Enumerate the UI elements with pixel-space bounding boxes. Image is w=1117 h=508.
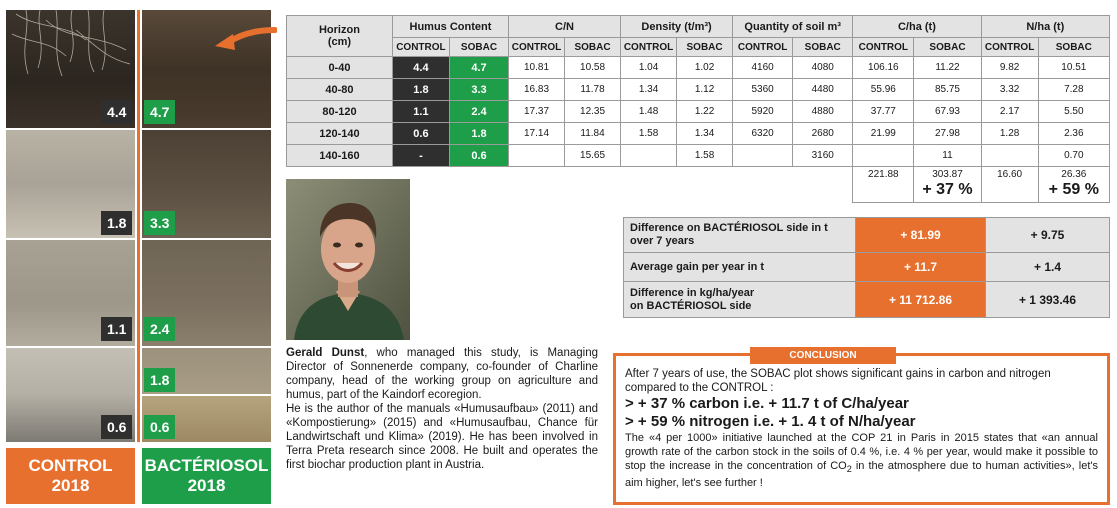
cn-s-cell: 15.65 [565,145,621,167]
cha-c-cell: 21.99 [853,123,914,145]
nha-c-cell: 1.28 [981,123,1038,145]
conclusion-tag: CONCLUSION [750,347,896,364]
nha-c-cell: 2.17 [981,101,1038,123]
cha-c-cell: 37.77 [853,101,914,123]
nha-sobac-total: 26.36 + 59 % [1038,167,1109,203]
control-subheader: CONTROL [392,38,449,57]
soil-profile-panel [6,10,271,442]
conclusion-box [613,350,1110,505]
difference-row [624,218,1110,253]
difference-carbon: + 11.7 [856,253,986,282]
cha-percent-gain: + 37 % [922,181,973,198]
sobac-subheader: SOBAC [565,38,621,57]
difference-label: Average gain per year in t [624,253,856,282]
arrow-left-icon [213,24,277,52]
difference-row [624,253,1110,282]
den-s-cell: 1.02 [677,57,733,79]
cha-s-cell: 11 [914,145,981,167]
difference-table [623,217,1110,318]
cha-c-cell: 55.96 [853,79,914,101]
bacteriosol-label-name: BACTÉRIOSOL [144,456,269,475]
humus-s-cell: 0.6 [449,145,508,167]
humus-s-cell: 1.8 [449,123,508,145]
table-body [287,57,1110,167]
qty-c-cell: 4160 [733,57,793,79]
qty-c-cell [733,145,793,167]
cha-sobac-total: 303.87 + 37 % [914,167,981,203]
bio-text: , who managed this study, is Managing Director of Sonnenerde company, co-founder of Charline company, head of the working group on agriculture and humus, part of the Kaindorf ecoregion. [286,347,598,401]
qty-c-cell: 6320 [733,123,793,145]
control-subheader: CONTROL [621,38,677,57]
humus-c-cell: 1.8 [392,79,449,101]
qty-s-cell: 4080 [793,57,853,79]
control-subheader: CONTROL [733,38,793,57]
cn-c-cell: 17.14 [509,123,565,145]
humus-c-cell: 0.6 [392,123,449,145]
den-c-cell [621,145,677,167]
table-row [287,79,1110,101]
humus-s-cell: 3.3 [449,79,508,101]
qty-c-cell: 5360 [733,79,793,101]
difference-nitrogen: + 1.4 [986,253,1110,282]
difference-label: Difference on BACTÉRIOSOL side in t over 7 years [624,218,856,253]
cn-c-cell: 17.37 [509,101,565,123]
bio-paragraph-2: He is the author of the manuals «Humusaufbau» (2011) and «Kompostierung» (2015) and «Humusaufbau, Chance für Landwirtschaft und Klima» (2019). He has been involved in Terra Preta research since 2008. He built and operates the first biochar production plant in Austria. [286,403,598,471]
control-label-name: CONTROL [28,456,113,475]
humus-c-cell: 1.1 [392,101,449,123]
bacteriosol-value-badge: 1.8 [144,368,175,392]
bacteriosol-label [142,448,271,504]
horizon-cell: 40-80 [287,79,393,101]
cha-c-cell: 106.16 [853,57,914,79]
cha-control-total: 221.88 [853,167,914,203]
horizon-cell: 0-40 [287,57,393,79]
control-value-badge: 4.4 [101,100,132,124]
cn-s-cell: 11.78 [565,79,621,101]
den-s-cell: 1.22 [677,101,733,123]
control-value-badge: 1.8 [101,211,132,235]
den-s-cell: 1.34 [677,123,733,145]
nha-s-cell: 2.36 [1038,123,1109,145]
cha-s-cell: 27.98 [914,123,981,145]
humus-c-cell: 4.4 [392,57,449,79]
column-separator [137,10,140,442]
table-row [287,123,1110,145]
soil-analysis-table [286,15,1110,203]
qty-s-cell: 3160 [793,145,853,167]
portrait-photo [286,179,410,340]
control-subheader: CONTROL [853,38,914,57]
cn-s-cell: 12.35 [565,101,621,123]
horizon-cell: 80-120 [287,101,393,123]
cha-header: C/ha (t) [853,16,981,38]
cn-header: C/N [509,16,621,38]
bacteriosol-value-badge: 4.7 [144,100,175,124]
nha-c-cell: 9.82 [981,57,1038,79]
nha-control-total: 16.60 [981,167,1038,203]
quantity-header: Quantity of soil m³ [733,16,853,38]
humus-s-cell: 2.4 [449,101,508,123]
cha-s-cell: 85.75 [914,79,981,101]
difference-nitrogen: + 9.75 [986,218,1110,253]
difference-label: Difference in kg/ha/year on BACTÉRIOSOL side [624,282,856,318]
table-row [287,57,1110,79]
footnote-text: The «4 per 1000» initiative launched at the COP 21 in Paris in 2015 states that «an annual growth rate of the carbon stock in the soils of 0.4 %, i.e. 4 % per year, would make it possible to stop the increase in the concentration of CO [625,432,1098,472]
sobac-subheader: SOBAC [449,38,508,57]
den-s-cell: 1.58 [677,145,733,167]
den-c-cell: 1.04 [621,57,677,79]
horizon-cell: 120-140 [287,123,393,145]
nha-c-cell [981,145,1038,167]
difference-carbon: + 11 712.86 [856,282,986,318]
qty-s-cell: 4480 [793,79,853,101]
humus-s-cell: 4.7 [449,57,508,79]
bacteriosol-label-year: 2018 [187,476,226,495]
cn-s-cell: 10.58 [565,57,621,79]
nha-s-cell: 5.50 [1038,101,1109,123]
conclusion-footnote [625,431,1098,490]
sobac-subheader: SOBAC [793,38,853,57]
qty-s-cell: 4880 [793,101,853,123]
control-subheader: CONTROL [509,38,565,57]
cha-s-cell: 67.93 [914,101,981,123]
horizon-header: Horizon (cm) [287,16,393,57]
bacteriosol-value-badge: 3.3 [144,211,175,235]
sobac-subheader: SOBAC [1038,38,1109,57]
control-label [6,448,135,504]
den-s-cell: 1.12 [677,79,733,101]
sobac-subheader: SOBAC [914,38,981,57]
bio-paragraph-1 [286,346,598,402]
difference-row [624,282,1110,318]
conclusion-carbon-line: > + 37 % carbon i.e. + 11.7 t of C/ha/year [625,395,909,412]
conclusion-nitrogen-line: > + 59 % nitrogen i.e. + 1. 4 t of N/ha/year [625,413,916,430]
control-subheader: CONTROL [981,38,1038,57]
nha-c-cell: 3.32 [981,79,1038,101]
cha-s-cell: 11.22 [914,57,981,79]
control-label-year: 2018 [51,476,90,495]
nha-s-cell: 10.51 [1038,57,1109,79]
cn-c-cell [509,145,565,167]
den-c-cell: 1.34 [621,79,677,101]
control-value-badge: 1.1 [101,317,132,341]
bacteriosol-value-badge: 2.4 [144,317,175,341]
nha-header: N/ha (t) [981,16,1109,38]
cha-c-cell [853,145,914,167]
qty-c-cell: 5920 [733,101,793,123]
humus-c-cell: - [392,145,449,167]
footnote-text: in the atmosphere due to human activities», let's aim higher, let's see further ! [625,460,1099,490]
cn-s-cell: 11.84 [565,123,621,145]
sobac-subheader: SOBAC [677,38,733,57]
den-c-cell: 1.48 [621,101,677,123]
layer-divider [142,394,271,396]
qty-s-cell: 2680 [793,123,853,145]
density-header: Density (t/m³) [621,16,733,38]
conclusion-intro: After 7 years of use, the SOBAC plot shows significant gains in carbon and nitrogen compared to the CONTROL : [625,368,1051,394]
difference-nitrogen: + 1 393.46 [986,282,1110,318]
roots-illustration [6,10,135,80]
table-row [287,101,1110,123]
bacteriosol-value-badge: 0.6 [144,415,175,439]
control-value-badge: 0.6 [101,415,132,439]
table-row [287,145,1110,167]
cn-c-cell: 10.81 [509,57,565,79]
footnote-subscript: 2 [846,464,852,475]
nha-percent-gain: + 59 % [1048,181,1099,198]
nha-s-cell: 0.70 [1038,145,1109,167]
humus-header: Humus Content [392,16,508,38]
author-name: Gerald Dunst [286,347,365,359]
nha-s-cell: 7.28 [1038,79,1109,101]
cn-c-cell: 16.83 [509,79,565,101]
den-c-cell: 1.58 [621,123,677,145]
author-bio [286,346,598,472]
difference-carbon: + 81.99 [856,218,986,253]
horizon-cell: 140-160 [287,145,393,167]
